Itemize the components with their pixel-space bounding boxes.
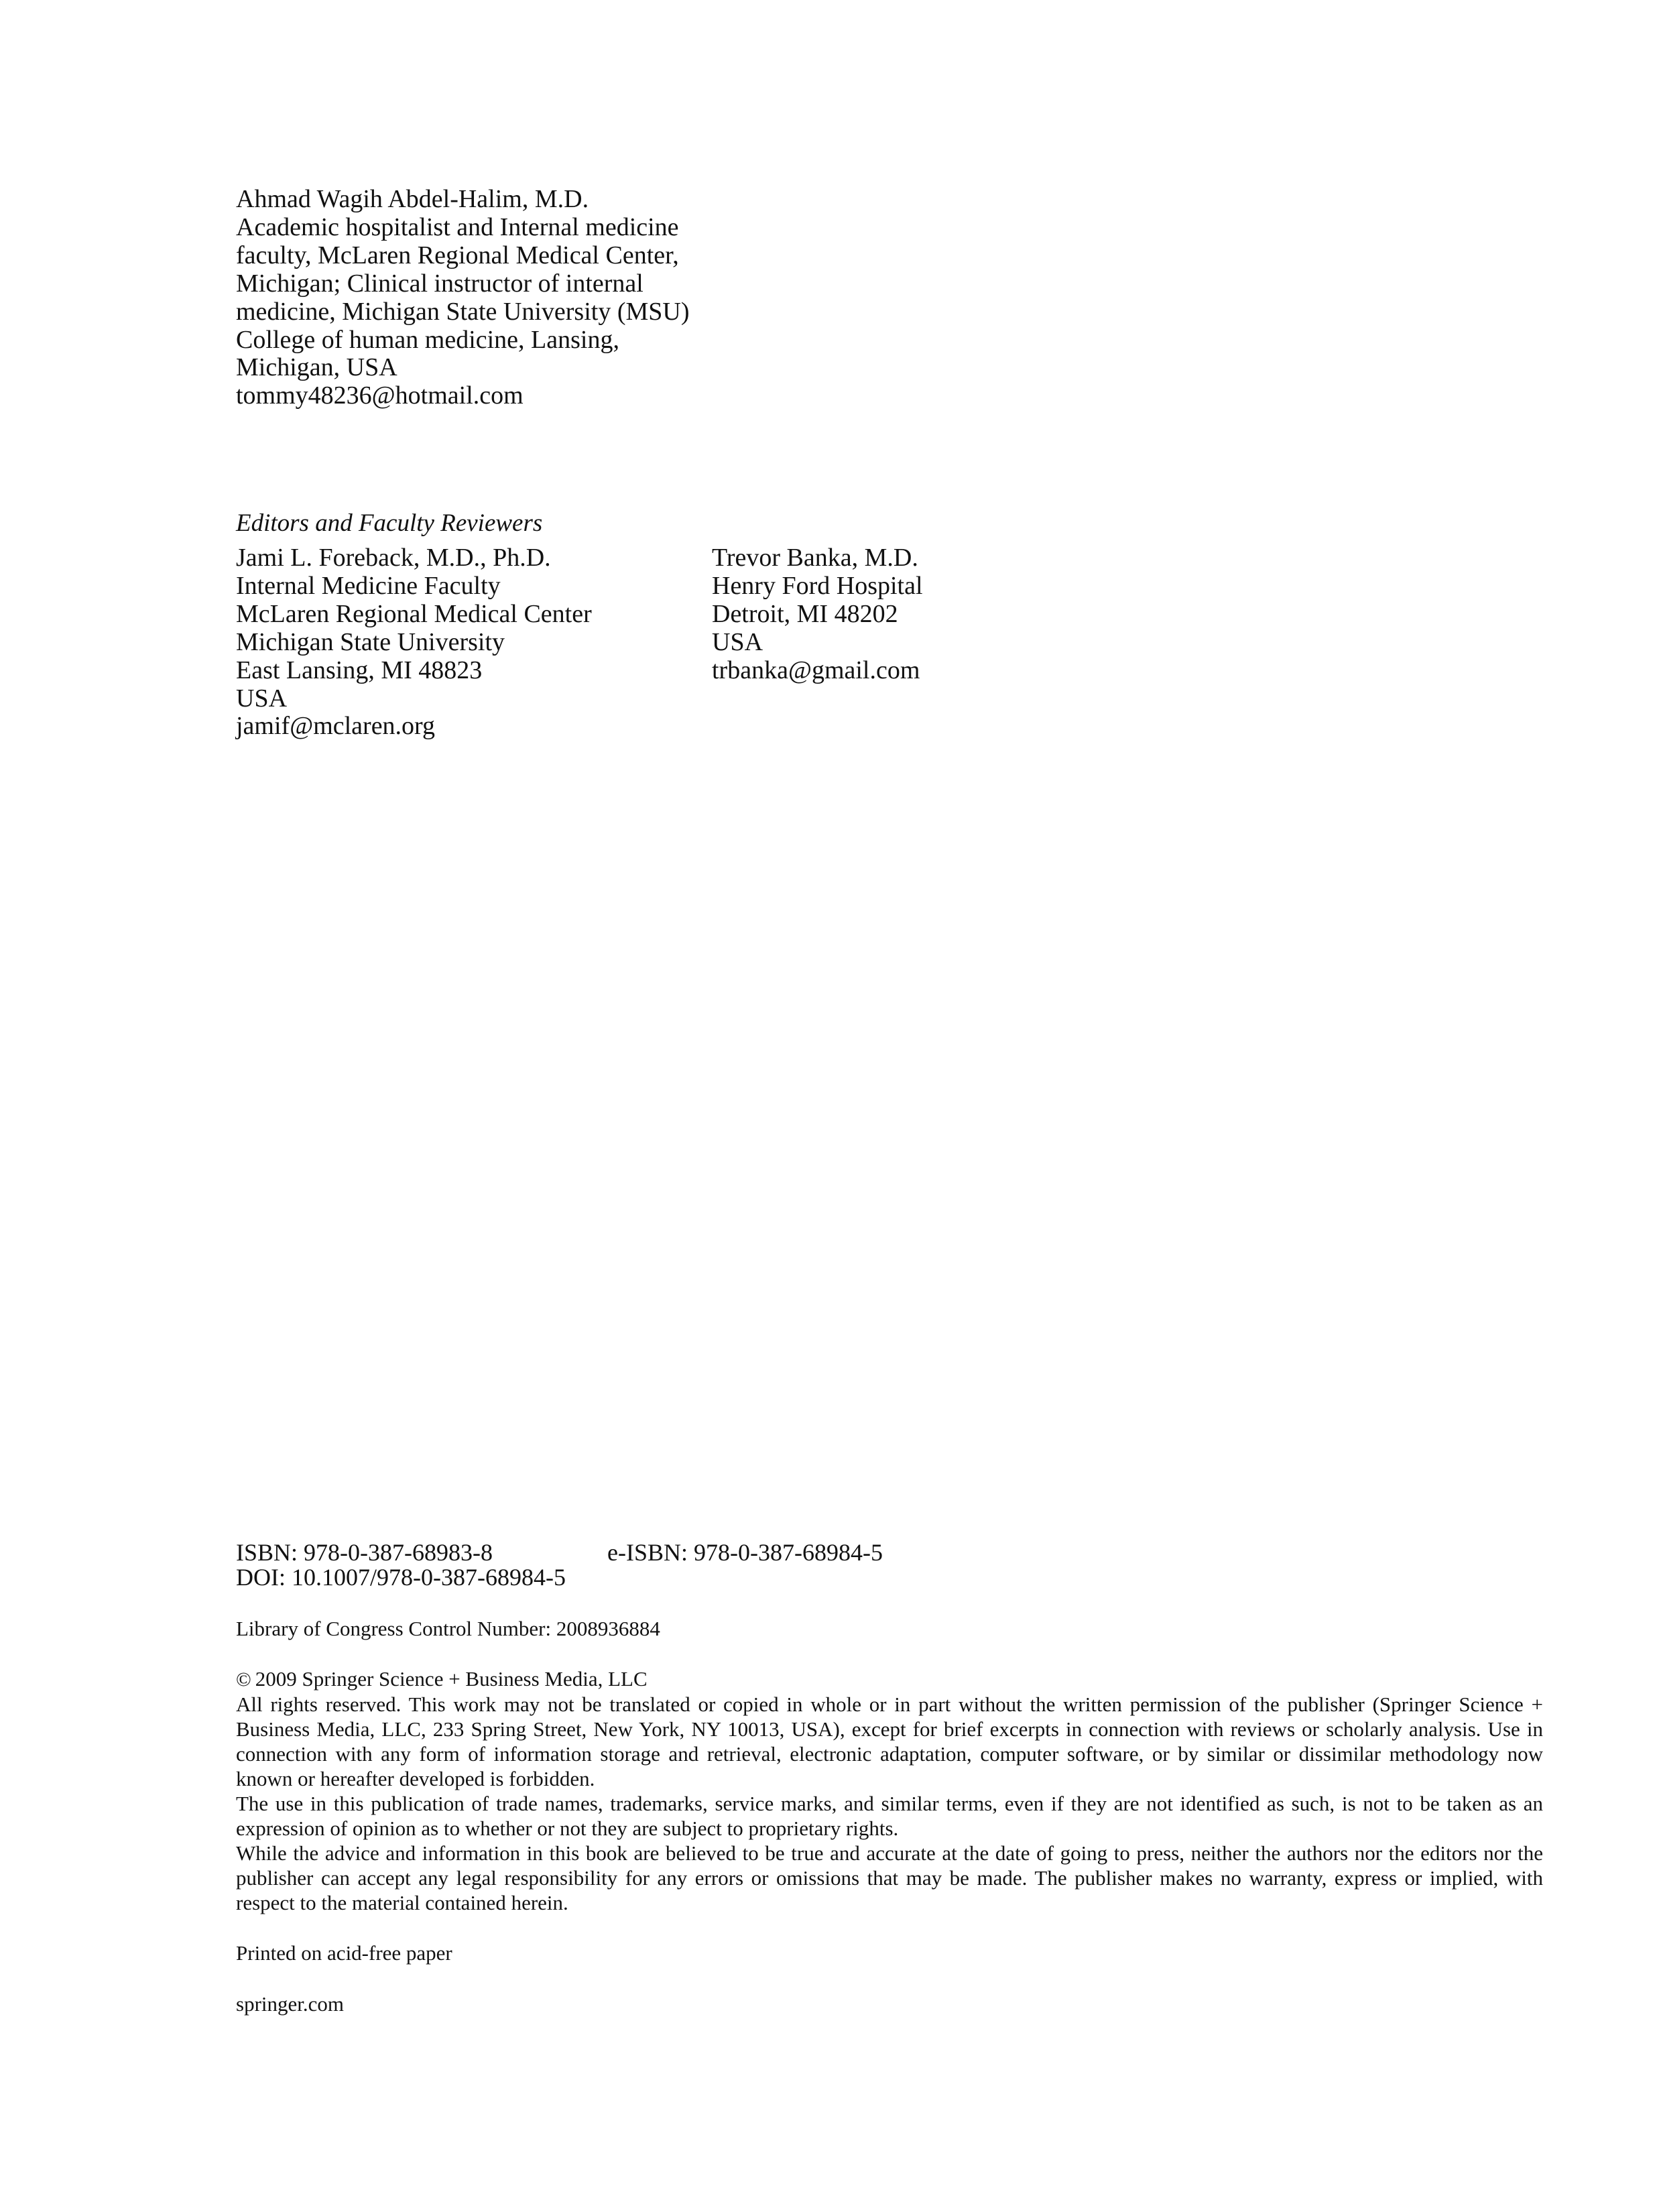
trademark-paragraph: The use in this publication of trade names, trademarks, service marks, and similar terms, even if they are not identified as such, is not to be taken as an expression of opinion as to whether or not they are subject to proprietary rights. — [236, 1792, 1543, 1840]
author-email: tommy48236@hotmail.com — [236, 381, 524, 410]
editor-foreback — [236, 544, 592, 741]
rights-paragraph: All rights reserved. This work may not be translated or copied in whole or in part without the written permission of the publisher (Springer Science + Business Media, LLC, 233 Spring Street, New York, NY 10013, USA), except for brief excerpts in connection with reviews or scholarly analysis. Use in connection with any form of information storage and retrieval, electronic adaptation, computer software, or by similar or dissimilar methodology now known or hereafter developed is forbidden. — [236, 1693, 1543, 1790]
editor-name: Jami L. Foreback, M.D., Ph.D. — [236, 544, 551, 572]
author-affiliation-line: Michigan; Clinical instructor of internal — [236, 269, 643, 298]
editor-affiliation-line: Henry Ford Hospital — [712, 571, 923, 600]
e-isbn: e-ISBN: 978-0-387-68984-5 — [607, 1539, 883, 1566]
editor-affiliation-line: Michigan State University — [236, 627, 505, 656]
author-affiliation-line: Academic hospitalist and Internal medicine — [236, 212, 679, 241]
disclaimer-paragraph: While the advice and information in this book are believed to be true and accurate at the date of going to press, neither the authors nor the editors nor the publisher can accept any legal responsibility for any errors or omissions that may be made. The publisher makes no warranty, express or implied, with respect to the material contained herein. — [236, 1841, 1543, 1914]
doi: DOI: 10.1007/978-0-387-68984-5 — [236, 1564, 566, 1591]
isbn: ISBN: 978-0-387-68983-8 — [236, 1539, 493, 1566]
editor-affiliation-line: USA — [712, 627, 763, 656]
lccn: Library of Congress Control Number: 2008936884 — [236, 1617, 660, 1640]
editor-banka — [712, 544, 923, 685]
author-affiliation-line: Michigan, USA — [236, 353, 397, 382]
editors-heading: Editors and Faculty Reviewers — [236, 509, 543, 537]
editor-email: trbanka@gmail.com — [712, 656, 920, 684]
author-affiliation-line: faculty, McLaren Regional Medical Center, — [236, 241, 679, 269]
author-affiliation-line: College of human medicine, Lansing, — [236, 325, 619, 354]
publisher-website: springer.com — [236, 1992, 344, 2016]
copyright-text: 2009 Springer Science + Business Media, LLC — [255, 1667, 648, 1691]
copyright-symbol: © — [236, 1668, 251, 1691]
editor-affiliation-line: East Lansing, MI 48823 — [236, 656, 483, 684]
copyright-block — [236, 1666, 1543, 1915]
editor-affiliation-line: McLaren Regional Medical Center — [236, 599, 592, 628]
printed-note: Printed on acid-free paper — [236, 1941, 452, 1965]
editor-affiliation-line: USA — [236, 684, 288, 713]
editor-email: jamif@mclaren.org — [236, 712, 436, 741]
editor-name: Trevor Banka, M.D. — [712, 544, 918, 572]
editor-affiliation-line: Detroit, MI 48202 — [712, 599, 898, 628]
author-affiliation-line: medicine, Michigan State University (MSU) — [236, 297, 690, 326]
copyright-line — [236, 1666, 1543, 1692]
editor-affiliation-line: Internal Medicine Faculty — [236, 571, 501, 600]
author-block — [236, 186, 690, 410]
author-name: Ahmad Wagih Abdel-Halim, M.D. — [236, 185, 589, 213]
